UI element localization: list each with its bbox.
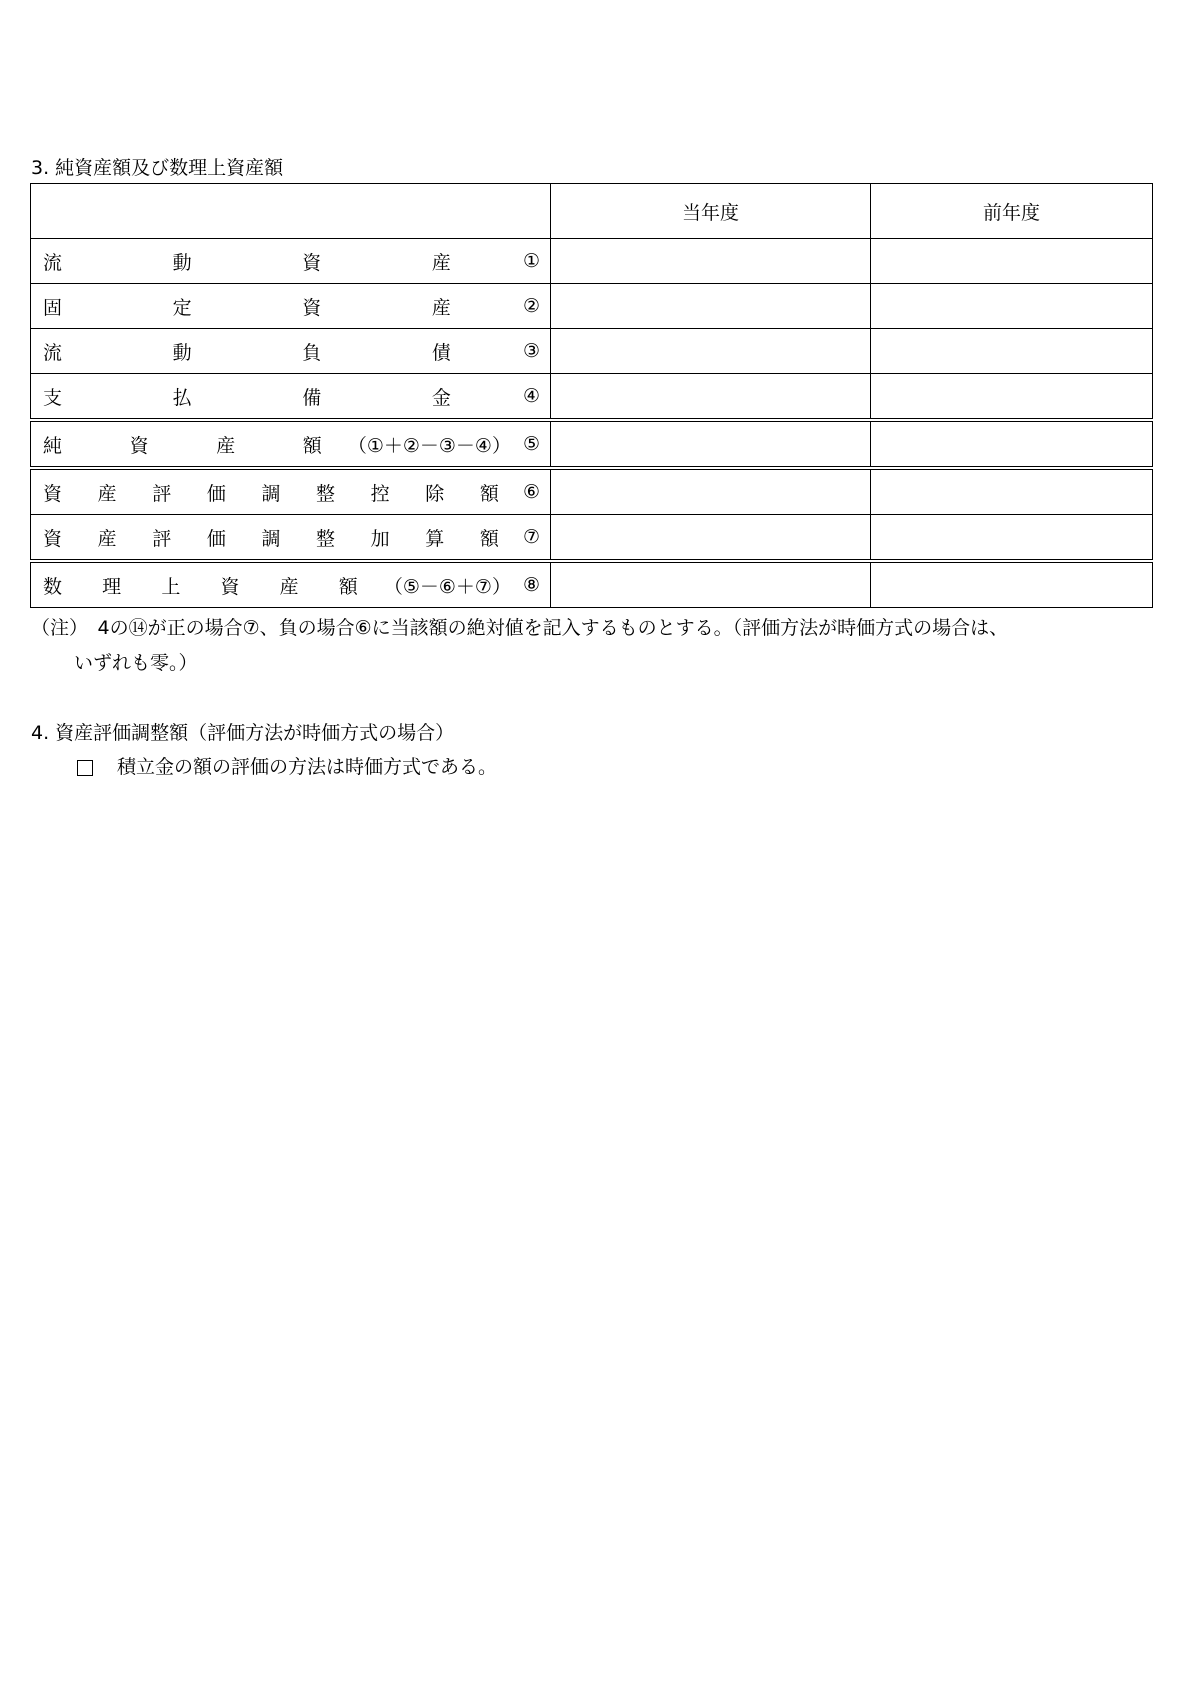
table-row: [31, 515, 1153, 562]
row-number: ①: [522, 250, 540, 272]
row-number: ⑦: [522, 526, 540, 548]
current-year-value-cell[interactable]: [551, 561, 871, 608]
row-label: [31, 561, 551, 608]
label-char: 固: [43, 296, 63, 319]
label-char: 評: [152, 482, 172, 505]
label-char: 上: [161, 575, 181, 598]
label-char: 資: [43, 527, 63, 550]
row-number: ⑤: [522, 433, 540, 455]
row-label-text: [43, 572, 358, 599]
row-label: [31, 374, 551, 421]
label-char: 評: [152, 527, 172, 550]
label-char: 理: [102, 575, 122, 598]
row-number: ⑧: [522, 574, 540, 596]
row-number: ④: [522, 385, 540, 407]
row-label-text: [43, 338, 451, 365]
row-number: ③: [522, 340, 540, 362]
row-label-content: [31, 248, 550, 275]
label-char: 払: [172, 386, 192, 409]
header-blank: [31, 184, 551, 239]
row-formula: （⑤－⑥＋⑦）: [383, 575, 511, 598]
row-label-content: [31, 383, 550, 410]
previous-year-value-cell[interactable]: [871, 284, 1153, 329]
label-char: 調: [261, 527, 281, 550]
row-number: ②: [522, 295, 540, 317]
table-row: [31, 239, 1153, 284]
row-label: [31, 468, 551, 515]
label-char: 産: [97, 527, 117, 550]
label-char: 債: [431, 341, 451, 364]
row-label: [31, 515, 551, 562]
label-char: 数: [43, 575, 63, 598]
row-label: [31, 284, 551, 329]
table-header-row: [31, 184, 1153, 239]
current-year-value-cell[interactable]: [551, 239, 871, 284]
previous-year-value-cell[interactable]: [871, 561, 1153, 608]
label-char: 資: [43, 482, 63, 505]
previous-year-value-cell[interactable]: [871, 239, 1153, 284]
row-label-content: [31, 338, 550, 365]
label-char: 動: [172, 251, 192, 274]
label-char: 金: [431, 386, 451, 409]
row-label-content: [31, 293, 550, 320]
label-char: 整: [316, 482, 336, 505]
label-char: 純: [43, 434, 63, 457]
row-label: [31, 329, 551, 374]
label-char: 価: [206, 527, 226, 550]
label-char: 資: [129, 434, 149, 457]
label-char: 控: [370, 482, 390, 505]
row-label-text: [43, 248, 451, 275]
label-char: 動: [172, 341, 192, 364]
note-line-1: （注） 4の⑭が正の場合⑦、負の場合⑥に当該額の絶対値を記入するものとする。（評価方法が時価方式の場合は、: [31, 617, 1009, 639]
current-year-value-cell[interactable]: [551, 284, 871, 329]
row-label-content: [31, 572, 550, 599]
label-char: 産: [216, 434, 236, 457]
row-label-text: [43, 293, 451, 320]
label-char: 価: [206, 482, 226, 505]
table-row: [31, 284, 1153, 329]
checkbox-label: 積立金の額の評価の方法は時価方式である。: [117, 756, 498, 778]
label-char: 支: [43, 386, 63, 409]
row-label: [31, 239, 551, 284]
label-char: 流: [43, 251, 63, 274]
current-year-value-cell[interactable]: [551, 468, 871, 515]
label-char: 額: [479, 527, 499, 550]
current-year-value-cell[interactable]: [551, 374, 871, 421]
table-row: [31, 374, 1153, 421]
label-char: 資: [302, 296, 322, 319]
current-year-value-cell[interactable]: [551, 329, 871, 374]
label-char: 流: [43, 341, 63, 364]
label-char: 備: [302, 386, 322, 409]
table-row: [31, 561, 1153, 608]
section4-title: 4. 資産評価調整額（評価方法が時価方式の場合）: [31, 722, 455, 744]
checkbox[interactable]: [77, 760, 93, 776]
row-label-content: [31, 479, 550, 506]
label-char: 額: [302, 434, 322, 457]
label-char: 額: [479, 482, 499, 505]
previous-year-value-cell[interactable]: [871, 329, 1153, 374]
section3-title: 3. 純資産額及び数理上資産額: [31, 157, 284, 179]
row-label-text: [43, 479, 499, 506]
current-year-value-cell[interactable]: [551, 515, 871, 562]
table-row: [31, 329, 1153, 374]
header-current-year: 当年度: [551, 184, 871, 239]
row-label-text: [43, 383, 451, 410]
row-label-text: [43, 431, 322, 458]
label-char: 産: [279, 575, 299, 598]
label-char: 産: [431, 251, 451, 274]
label-char: 額: [338, 575, 358, 598]
label-char: 負: [302, 341, 322, 364]
table-row: [31, 420, 1153, 468]
label-char: 算: [425, 527, 445, 550]
net-assets-table: [30, 183, 1153, 608]
previous-year-value-cell[interactable]: [871, 374, 1153, 421]
label-char: 定: [172, 296, 192, 319]
row-label: [31, 420, 551, 468]
label-char: 資: [302, 251, 322, 274]
time-value-method-option[interactable]: [77, 752, 497, 779]
current-year-value-cell[interactable]: [551, 420, 871, 468]
row-label-content: [31, 524, 550, 551]
table-row: [31, 468, 1153, 515]
label-char: 整: [316, 527, 336, 550]
label-char: 調: [261, 482, 281, 505]
header-previous-year: 前年度: [871, 184, 1153, 239]
row-label-content: [31, 431, 550, 458]
row-number: ⑥: [522, 481, 540, 503]
previous-year-value-cell[interactable]: [871, 515, 1153, 562]
note-line-2: いずれも零。）: [74, 652, 198, 674]
row-formula: （①＋②－③－④）: [347, 434, 511, 457]
label-char: 除: [425, 482, 445, 505]
label-char: 産: [97, 482, 117, 505]
row-label-text: [43, 524, 499, 551]
label-char: 加: [370, 527, 390, 550]
label-char: 産: [431, 296, 451, 319]
previous-year-value-cell[interactable]: [871, 420, 1153, 468]
label-char: 資: [220, 575, 240, 598]
previous-year-value-cell[interactable]: [871, 468, 1153, 515]
